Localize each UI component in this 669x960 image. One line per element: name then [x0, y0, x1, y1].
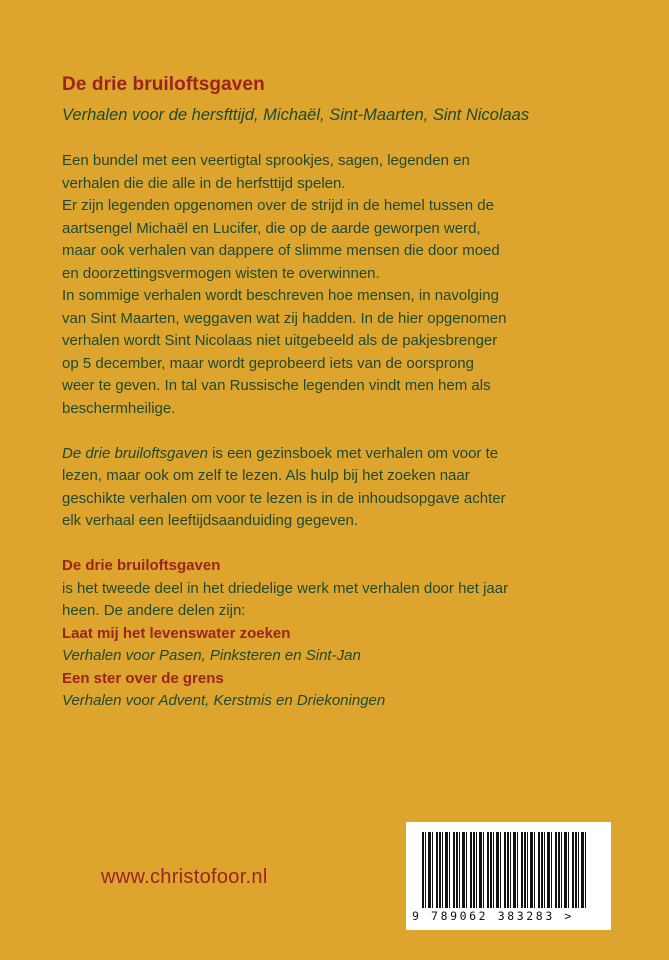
- barcode: [406, 822, 611, 930]
- page-subtitle: Verhalen voor de hersfttijd, Michaël, Sint-Maarten, Sint Nicolaas: [62, 106, 530, 124]
- text-line: geschikte verhalen om voor te lezen is in de inhoudsopgave achter: [62, 489, 506, 507]
- text-line: is het tweede deel in het driedelige werk met verhalen door het jaar: [62, 579, 509, 597]
- text-line: lezen, maar ook om zelf te lezen. Als hulp bij het zoeken naar: [62, 467, 470, 484]
- text-line: heen. De andere delen zijn:: [62, 602, 246, 619]
- text-segment: is een gezinsboek met verhalen om voor te: [207, 444, 499, 462]
- text-line: weer te geven. In tal van Russische legenden vindt men hem als: [62, 377, 491, 394]
- book2-subtitle: Verhalen voor Pasen, Pinksteren en Sint-Jan: [62, 647, 361, 664]
- text-line: van Sint Maarten, weggaven wat zij hadden. In de hier opgenomen: [62, 309, 507, 327]
- text-line: verhalen wordt Sint Nicolaas niet uitgebeeld als de pakjesbrenger: [62, 332, 498, 349]
- isbn-digits: 9 789062 383283 >: [412, 909, 574, 923]
- book3-title: Een ster over de grens: [62, 669, 224, 687]
- text-line: [62, 443, 622, 466]
- text-line: verhalen die die alle in de herfsttijd spelen.: [62, 174, 346, 192]
- text-line: elk verhaal een leeftijdsaanduiding gegeven.: [62, 512, 359, 529]
- text-line: beschermheilige.: [62, 399, 176, 417]
- book-title-inline: De drie bruiloftsgaven: [62, 444, 208, 462]
- paragraph-gap: [62, 420, 622, 443]
- text-line: en doorzettingsvermogen wisten te overwinnen.: [62, 264, 380, 282]
- body-text: [62, 150, 622, 713]
- text-line: op 5 december, maar wordt geprobeerd iets van de oorsprong: [62, 354, 474, 372]
- paragraph-gap: [62, 533, 622, 556]
- website-url: www.christofoor.nl: [101, 866, 268, 888]
- series-title: De drie bruiloftsgaven: [62, 557, 221, 574]
- text-line: Een bundel met een veertigtal sprookjes, sagen, legenden en: [62, 152, 470, 169]
- book2-title: Laat mij het levenswater zoeken: [62, 624, 291, 642]
- book3-subtitle: Verhalen voor Advent, Kerstmis en Driekoningen: [62, 692, 386, 709]
- page-title: De drie bruiloftsgaven: [62, 74, 265, 95]
- text-line: In sommige verhalen wordt beschreven hoe mensen, in navolging: [62, 287, 499, 304]
- text-line: aartsengel Michaël en Lucifer, die op de aarde geworpen werd,: [62, 219, 481, 237]
- text-line: Er zijn legenden opgenomen over de strijd in de hemel tussen de: [62, 197, 494, 214]
- barcode-bars: [422, 832, 586, 908]
- text-line: maar ook verhalen van dappere of slimme mensen die door moed: [62, 242, 500, 259]
